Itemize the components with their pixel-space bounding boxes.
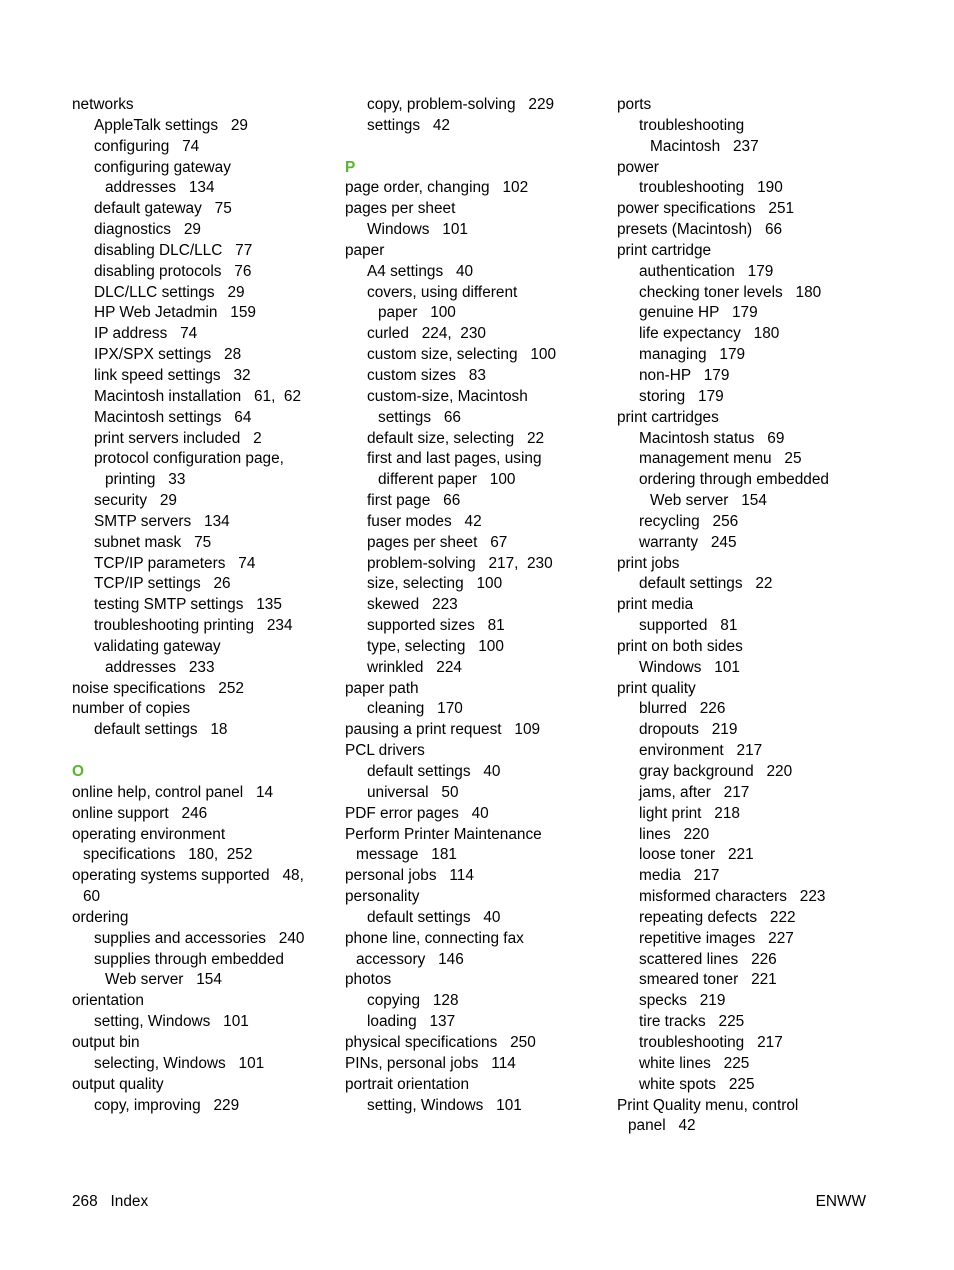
index-subentry: skewed 223 bbox=[367, 596, 458, 614]
index-entry: operating environment bbox=[72, 825, 226, 843]
index-subentry: disabling DLC/LLC 77 bbox=[94, 241, 253, 259]
index-subentry: default gateway 75 bbox=[94, 200, 232, 218]
index-subentry: scattered lines 226 bbox=[639, 950, 777, 968]
index-subentry: fuser modes 42 bbox=[367, 512, 482, 530]
index-subentry: addresses 233 bbox=[105, 658, 215, 676]
index-subentry: AppleTalk settings 29 bbox=[94, 116, 248, 134]
index-entry: print quality bbox=[617, 679, 696, 697]
index-entry: PDF error pages 40 bbox=[345, 804, 489, 822]
index-subentry: TCP/IP parameters 74 bbox=[94, 554, 256, 572]
index-subentry: link speed settings 32 bbox=[94, 366, 251, 384]
index-entry: pages per sheet bbox=[345, 200, 456, 218]
index-subentry: lines 220 bbox=[639, 825, 710, 843]
index-subentry: copying 128 bbox=[367, 992, 459, 1010]
index-entry: PCL drivers bbox=[345, 742, 425, 760]
index-subentry: troubleshooting bbox=[639, 116, 745, 134]
index-subentry: warranty 245 bbox=[639, 533, 737, 551]
index-subentry: authentication 179 bbox=[639, 262, 774, 280]
index-subentry: recycling 256 bbox=[639, 512, 739, 530]
index-entry: print cartridge bbox=[617, 241, 712, 259]
index-subentry: custom size, selecting 100 bbox=[367, 346, 557, 364]
index-subentry: Web server 154 bbox=[105, 971, 222, 989]
index-subentry: HP Web Jetadmin 159 bbox=[94, 304, 256, 322]
index-subentry: storing 179 bbox=[639, 387, 724, 405]
index-entry: orientation bbox=[72, 992, 144, 1010]
index-subentry: IPX/SPX settings 28 bbox=[94, 346, 242, 364]
index-subentry: universal 50 bbox=[367, 783, 459, 801]
index-subentry: covers, using different bbox=[367, 283, 518, 301]
index-entry: page order, changing 102 bbox=[345, 179, 529, 197]
index-subentry: Macintosh status 69 bbox=[639, 429, 785, 447]
index-column-1 bbox=[72, 95, 337, 1116]
index-subentry: smeared toner 221 bbox=[639, 971, 777, 989]
index-subentry: custom-size, Macintosh bbox=[367, 387, 528, 405]
index-entry: print cartridges bbox=[617, 408, 719, 426]
index-entry: message 181 bbox=[356, 846, 457, 864]
index-subentry: loose toner 221 bbox=[639, 846, 754, 864]
index-entry: noise specifications 252 bbox=[72, 679, 244, 697]
index-entry: operating systems supported 48, bbox=[72, 867, 304, 885]
index-subentry: TCP/IP settings 26 bbox=[94, 575, 231, 593]
index-subentry: copy, problem-solving 229 bbox=[367, 96, 555, 113]
index-subentry: first and last pages, using bbox=[367, 450, 542, 468]
index-subentry: default settings 40 bbox=[367, 908, 501, 926]
index-subentry: troubleshooting 190 bbox=[639, 179, 783, 197]
index-entry: output bin bbox=[72, 1033, 140, 1051]
index-entry: paper path bbox=[345, 679, 419, 697]
index-entry: personality bbox=[345, 888, 420, 906]
index-subentry: cleaning 170 bbox=[367, 700, 463, 718]
index-subentry: custom sizes 83 bbox=[367, 366, 486, 384]
index-entry: print media bbox=[617, 596, 694, 614]
index-subentry: light print 218 bbox=[639, 804, 740, 822]
index-subentry: printing 33 bbox=[105, 471, 186, 489]
index-subentry: checking toner levels 180 bbox=[639, 283, 822, 301]
index-entry: output quality bbox=[72, 1075, 164, 1093]
index-subentry: problem-solving 217, 230 bbox=[367, 554, 553, 572]
index-subentry: white lines 225 bbox=[639, 1054, 750, 1072]
index-subentry: curled 224, 230 bbox=[367, 325, 486, 343]
index-subentry: management menu 25 bbox=[639, 450, 802, 468]
index-subentry: different paper 100 bbox=[378, 471, 516, 489]
index-entry: PINs, personal jobs 114 bbox=[345, 1054, 516, 1072]
index-subentry: white spots 225 bbox=[639, 1075, 755, 1093]
index-subentry: subnet mask 75 bbox=[94, 533, 212, 551]
index-subentry: Macintosh 237 bbox=[650, 137, 759, 155]
index-subentry: dropouts 219 bbox=[639, 721, 738, 739]
index-entry: ports bbox=[617, 96, 652, 113]
index-subentry: paper 100 bbox=[378, 304, 456, 322]
index-column-3 bbox=[617, 95, 882, 1137]
index-subentry: Windows 101 bbox=[639, 658, 740, 676]
index-subentry: Macintosh settings 64 bbox=[94, 408, 252, 426]
index-subentry: type, selecting 100 bbox=[367, 637, 504, 655]
index-subentry: print servers included 2 bbox=[94, 429, 262, 447]
index-subentry: repeating defects 222 bbox=[639, 908, 796, 926]
section-spacer bbox=[72, 741, 337, 762]
index-entry: power bbox=[617, 158, 659, 176]
index-subentry: media 217 bbox=[639, 867, 720, 885]
index-entry: networks bbox=[72, 96, 134, 113]
index-subentry: setting, Windows 101 bbox=[94, 1013, 249, 1031]
index-entry: number of copies bbox=[72, 700, 191, 718]
index-subentry: default size, selecting 22 bbox=[367, 429, 545, 447]
index-subentry: first page 66 bbox=[367, 492, 461, 510]
index-subentry: testing SMTP settings 135 bbox=[94, 596, 282, 614]
index-entry: phone line, connecting fax bbox=[345, 929, 524, 947]
index-entry: physical specifications 250 bbox=[345, 1033, 536, 1051]
index-subentry: non-HP 179 bbox=[639, 366, 730, 384]
index-column-2 bbox=[345, 95, 610, 1116]
index-subentry: pages per sheet 67 bbox=[367, 533, 508, 551]
index-subentry: supplies and accessories 240 bbox=[94, 929, 305, 947]
index-subentry: loading 137 bbox=[367, 1013, 456, 1031]
index-subentry: troubleshooting 217 bbox=[639, 1033, 783, 1051]
index-subentry: setting, Windows 101 bbox=[367, 1096, 522, 1114]
index-entry: online support 246 bbox=[72, 804, 208, 822]
index-subentry: tire tracks 225 bbox=[639, 1013, 745, 1031]
index-entry: 60 bbox=[83, 888, 101, 906]
index-subentry: IP address 74 bbox=[94, 325, 198, 343]
index-entry: print on both sides bbox=[617, 637, 743, 655]
index-entry: photos bbox=[345, 971, 392, 989]
index-subentry: blurred 226 bbox=[639, 700, 726, 718]
index-entry: paper bbox=[345, 241, 385, 259]
index-subentry: protocol configuration page, bbox=[94, 450, 284, 468]
footer-publication-code: ENWW bbox=[815, 1193, 866, 1210]
index-entry: panel 42 bbox=[628, 1117, 696, 1135]
index-entry: pausing a print request 109 bbox=[345, 721, 541, 739]
index-subentry: ordering through embedded bbox=[639, 471, 829, 489]
index-subentry: selecting, Windows 101 bbox=[94, 1054, 265, 1072]
index-subentry: diagnostics 29 bbox=[94, 221, 201, 239]
index-subentry: Windows 101 bbox=[367, 221, 468, 239]
section-spacer bbox=[345, 137, 610, 158]
index-entry: portrait orientation bbox=[345, 1075, 470, 1093]
index-subentry: misformed characters 223 bbox=[639, 888, 826, 906]
index-entry: accessory 146 bbox=[356, 950, 464, 968]
index-subentry: supported 81 bbox=[639, 617, 738, 635]
index-section-letter: P bbox=[345, 158, 356, 176]
index-entry: Perform Printer Maintenance bbox=[345, 825, 542, 843]
index-subentry: supplies through embedded bbox=[94, 950, 284, 968]
index-entry: presets (Macintosh) 66 bbox=[617, 221, 783, 239]
index-entry: specifications 180, 252 bbox=[83, 846, 253, 864]
index-subentry: default settings 22 bbox=[639, 575, 773, 593]
index-subentry: Web server 154 bbox=[650, 492, 767, 510]
index-subentry: default settings 18 bbox=[94, 721, 228, 739]
index-subentry: managing 179 bbox=[639, 346, 746, 364]
index-entry: power specifications 251 bbox=[617, 200, 795, 218]
index-subentry: repetitive images 227 bbox=[639, 929, 794, 947]
index-subentry: security 29 bbox=[94, 492, 177, 510]
index-subentry: settings 66 bbox=[378, 408, 461, 426]
index-subentry: wrinkled 224 bbox=[367, 658, 462, 676]
index-subentry: addresses 134 bbox=[105, 179, 215, 197]
index-subentry: disabling protocols 76 bbox=[94, 262, 252, 280]
index-subentry: Macintosh installation 61, 62 bbox=[94, 387, 302, 405]
index-subentry: genuine HP 179 bbox=[639, 304, 758, 322]
index-subentry: default settings 40 bbox=[367, 763, 501, 780]
index-subentry: troubleshooting printing 234 bbox=[94, 617, 293, 635]
index-entry: print jobs bbox=[617, 554, 680, 572]
index-subentry: life expectancy 180 bbox=[639, 325, 780, 343]
index-subentry: A4 settings 40 bbox=[367, 262, 474, 280]
index-subentry: configuring gateway bbox=[94, 158, 231, 176]
index-subentry: DLC/LLC settings 29 bbox=[94, 283, 245, 301]
index-subentry: supported sizes 81 bbox=[367, 617, 505, 635]
footer-page-label: 268 Index bbox=[72, 1193, 149, 1210]
index-subentry: specks 219 bbox=[639, 992, 726, 1010]
index-subentry: configuring 74 bbox=[94, 137, 200, 155]
index-entry: online help, control panel 14 bbox=[72, 783, 274, 801]
index-subentry: copy, improving 229 bbox=[94, 1096, 240, 1114]
index-subentry: environment 217 bbox=[639, 742, 763, 760]
index-section-letter: O bbox=[72, 763, 84, 780]
index-entry: Print Quality menu, control bbox=[617, 1096, 799, 1114]
index-subentry: validating gateway bbox=[94, 637, 221, 655]
index-entry: ordering bbox=[72, 908, 129, 926]
index-subentry: gray background 220 bbox=[639, 763, 793, 780]
index-entry: personal jobs 114 bbox=[345, 867, 474, 885]
index-subentry: settings 42 bbox=[367, 116, 450, 134]
index-subentry: jams, after 217 bbox=[639, 783, 750, 801]
index-subentry: SMTP servers 134 bbox=[94, 512, 230, 530]
index-subentry: size, selecting 100 bbox=[367, 575, 503, 593]
